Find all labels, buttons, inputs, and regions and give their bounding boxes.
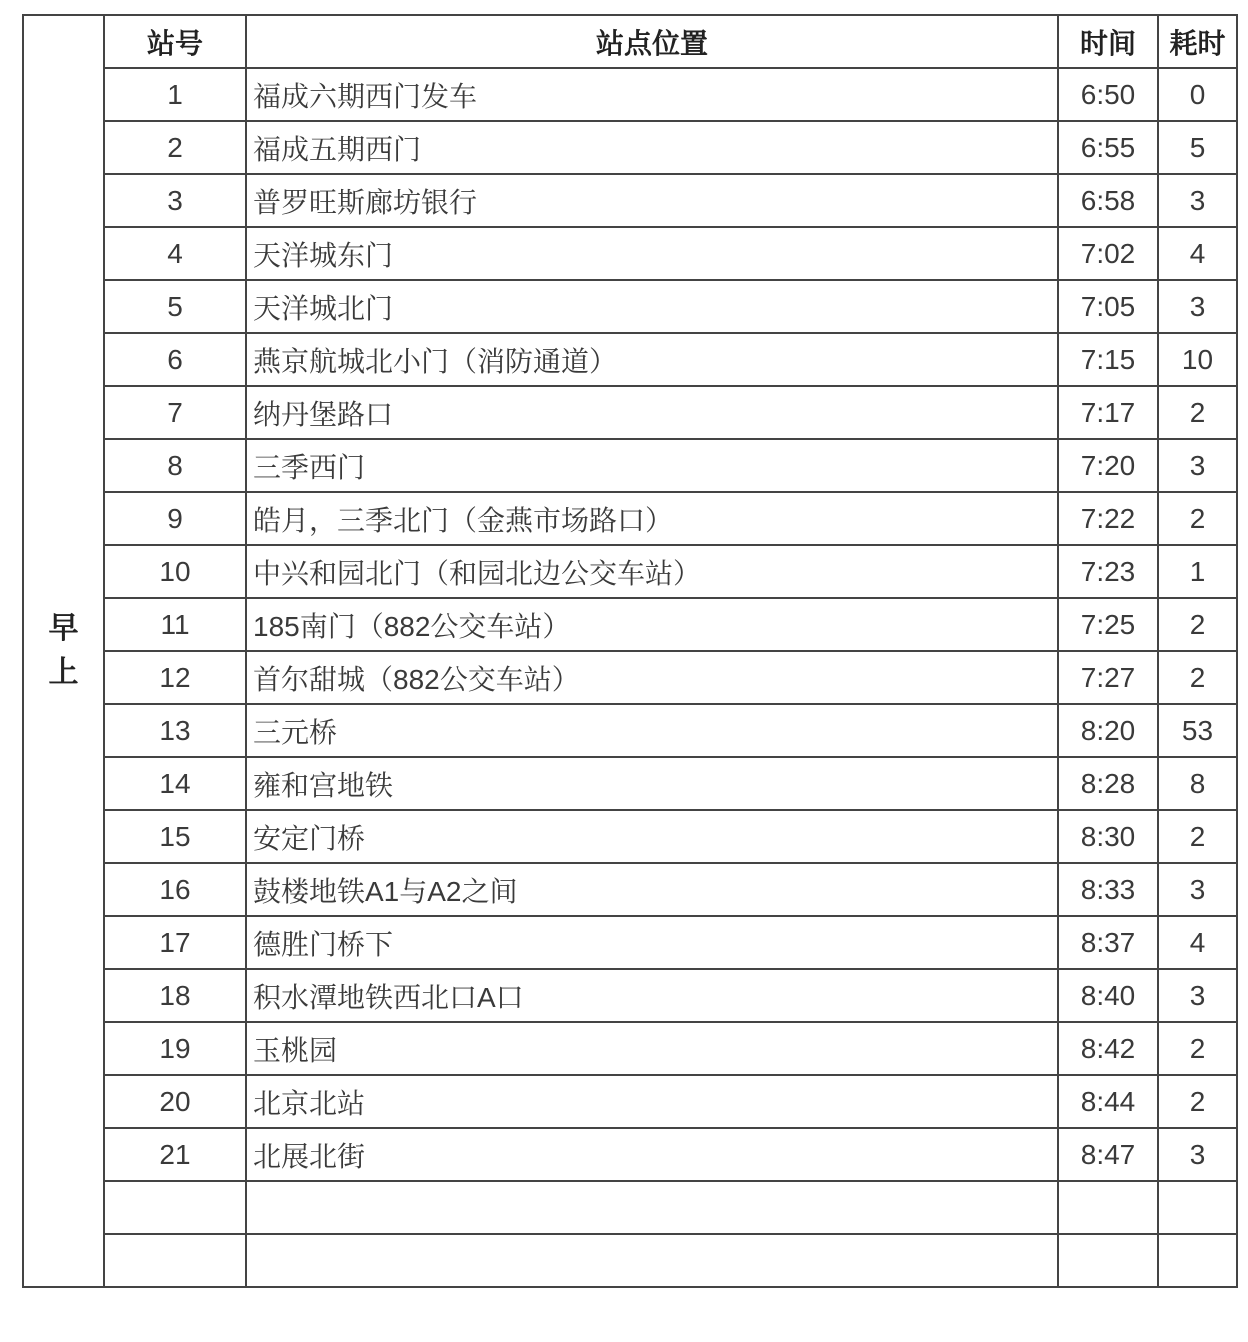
table-row [23, 280, 1237, 333]
location-cell: 185南门（882公交车站） [246, 598, 1058, 651]
time-cell: 7:25 [1058, 598, 1158, 651]
time-cell [1058, 1181, 1158, 1234]
station-no-cell: 13 [104, 704, 246, 757]
station-no-cell: 17 [104, 916, 246, 969]
duration-cell: 3 [1158, 1128, 1237, 1181]
duration-cell [1158, 1181, 1237, 1234]
station-no-cell: 16 [104, 863, 246, 916]
station-no-cell: 14 [104, 757, 246, 810]
duration-cell [1158, 1234, 1237, 1287]
period-label [23, 15, 104, 1287]
station-no-cell: 20 [104, 1075, 246, 1128]
duration-cell: 2 [1158, 386, 1237, 439]
station-no-cell: 3 [104, 174, 246, 227]
station-no-cell: 11 [104, 598, 246, 651]
duration-cell: 2 [1158, 492, 1237, 545]
station-no-cell: 1 [104, 68, 246, 121]
table-row [23, 492, 1237, 545]
duration-cell: 3 [1158, 174, 1237, 227]
time-cell: 7:05 [1058, 280, 1158, 333]
duration-cell: 2 [1158, 651, 1237, 704]
time-cell: 8:33 [1058, 863, 1158, 916]
station-no-cell: 6 [104, 333, 246, 386]
location-cell: 天洋城北门 [246, 280, 1058, 333]
station-no-cell: 8 [104, 439, 246, 492]
table-row [23, 1075, 1237, 1128]
table-row [23, 386, 1237, 439]
time-cell: 8:42 [1058, 1022, 1158, 1075]
bus-schedule-table [22, 14, 1238, 1288]
time-cell: 7:20 [1058, 439, 1158, 492]
location-cell [246, 1234, 1058, 1287]
duration-cell: 3 [1158, 863, 1237, 916]
time-cell: 8:44 [1058, 1075, 1158, 1128]
station-no-cell [104, 1234, 246, 1287]
station-no-cell: 10 [104, 545, 246, 598]
location-cell: 德胜门桥下 [246, 916, 1058, 969]
station-no-cell: 7 [104, 386, 246, 439]
time-cell: 6:55 [1058, 121, 1158, 174]
station-no-cell: 18 [104, 969, 246, 1022]
duration-cell: 4 [1158, 227, 1237, 280]
duration-cell: 0 [1158, 68, 1237, 121]
duration-cell: 4 [1158, 916, 1237, 969]
duration-cell: 3 [1158, 280, 1237, 333]
header-row [23, 15, 1237, 68]
station-no-cell: 9 [104, 492, 246, 545]
duration-cell: 3 [1158, 969, 1237, 1022]
table-row [23, 863, 1237, 916]
duration-cell: 2 [1158, 598, 1237, 651]
time-cell: 7:27 [1058, 651, 1158, 704]
location-cell: 天洋城东门 [246, 227, 1058, 280]
location-cell: 福成五期西门 [246, 121, 1058, 174]
time-cell: 8:37 [1058, 916, 1158, 969]
table-row [23, 333, 1237, 386]
table-row [23, 651, 1237, 704]
location-cell: 福成六期西门发车 [246, 68, 1058, 121]
duration-cell: 2 [1158, 810, 1237, 863]
station-no-cell: 15 [104, 810, 246, 863]
time-cell: 6:50 [1058, 68, 1158, 121]
time-cell: 7:02 [1058, 227, 1158, 280]
time-cell: 8:40 [1058, 969, 1158, 1022]
location-cell: 北京北站 [246, 1075, 1058, 1128]
duration-cell: 53 [1158, 704, 1237, 757]
table-row [23, 174, 1237, 227]
table-row [23, 916, 1237, 969]
header-location: 站点位置 [246, 15, 1058, 68]
duration-cell: 2 [1158, 1022, 1237, 1075]
time-cell: 7:22 [1058, 492, 1158, 545]
table-row [23, 969, 1237, 1022]
duration-cell: 1 [1158, 545, 1237, 598]
table-row [23, 1022, 1237, 1075]
duration-cell: 3 [1158, 439, 1237, 492]
duration-cell: 2 [1158, 1075, 1237, 1128]
period-char: 上 [48, 656, 79, 689]
table-row [23, 1234, 1237, 1287]
location-cell: 中兴和园北门（和园北边公交车站） [246, 545, 1058, 598]
time-cell: 8:28 [1058, 757, 1158, 810]
location-cell: 首尔甜城（882公交车站） [246, 651, 1058, 704]
duration-cell: 5 [1158, 121, 1237, 174]
table-row [23, 227, 1237, 280]
station-no-cell [104, 1181, 246, 1234]
table-row [23, 1128, 1237, 1181]
location-cell: 安定门桥 [246, 810, 1058, 863]
location-cell: 雍和宫地铁 [246, 757, 1058, 810]
location-cell: 三元桥 [246, 704, 1058, 757]
time-cell: 8:47 [1058, 1128, 1158, 1181]
location-cell [246, 1181, 1058, 1234]
duration-cell: 8 [1158, 757, 1237, 810]
station-no-cell: 19 [104, 1022, 246, 1075]
header-time: 时间 [1058, 15, 1158, 68]
location-cell: 北展北街 [246, 1128, 1058, 1181]
location-cell: 普罗旺斯廊坊银行 [246, 174, 1058, 227]
location-cell: 鼓楼地铁A1与A2之间 [246, 863, 1058, 916]
location-cell: 皓月，三季北门（金燕市场路口） [246, 492, 1058, 545]
time-cell: 8:20 [1058, 704, 1158, 757]
table-row [23, 810, 1237, 863]
duration-cell: 10 [1158, 333, 1237, 386]
location-cell: 玉桃园 [246, 1022, 1058, 1075]
table-row [23, 545, 1237, 598]
station-no-cell: 12 [104, 651, 246, 704]
table-row [23, 121, 1237, 174]
location-cell: 积水潭地铁西北口A口 [246, 969, 1058, 1022]
table-row [23, 1181, 1237, 1234]
table-row [23, 439, 1237, 492]
station-no-cell: 4 [104, 227, 246, 280]
station-no-cell: 2 [104, 121, 246, 174]
table-row [23, 704, 1237, 757]
period-char: 早 [48, 612, 79, 645]
table-row [23, 757, 1237, 810]
location-cell: 三季西门 [246, 439, 1058, 492]
location-cell: 纳丹堡路口 [246, 386, 1058, 439]
time-cell: 7:23 [1058, 545, 1158, 598]
location-cell: 燕京航城北小门（消防通道） [246, 333, 1058, 386]
header-station-no: 站号 [104, 15, 246, 68]
time-cell: 8:30 [1058, 810, 1158, 863]
station-no-cell: 5 [104, 280, 246, 333]
header-duration: 耗时 [1158, 15, 1237, 68]
time-cell [1058, 1234, 1158, 1287]
time-cell: 6:58 [1058, 174, 1158, 227]
station-no-cell: 21 [104, 1128, 246, 1181]
table-row [23, 598, 1237, 651]
time-cell: 7:17 [1058, 386, 1158, 439]
table-row [23, 68, 1237, 121]
time-cell: 7:15 [1058, 333, 1158, 386]
